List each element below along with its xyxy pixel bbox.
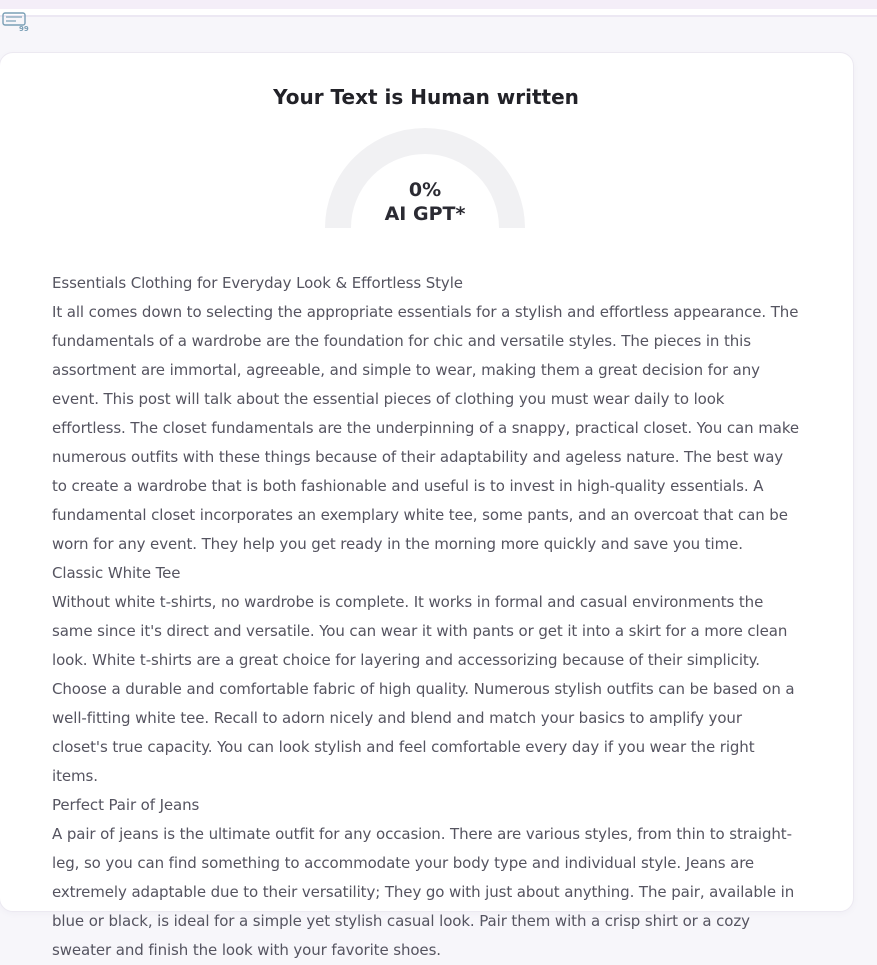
ai-gpt-label: AI GPT*: [384, 203, 466, 225]
result-title: Your Text is Human written: [273, 85, 579, 109]
top-bar-highlight: [0, 0, 877, 9]
top-bar: [0, 0, 877, 17]
ai-percentage: 0%: [408, 179, 442, 201]
analyzed-text: [52, 269, 800, 965]
section-heading: Classic White Tee: [52, 564, 181, 582]
quote-document-icon[interactable]: [2, 12, 30, 32]
section-body: Without white t-shirts, no wardrobe is complete. It works in formal and casual environments the same since it's direct and versatile. You can wear it with pants or get it into a skirt for a more clean look. White t-shirts are a great choice for layering and accessorizing because of their simplicity. Choose a durable and comfortable fabric of high quality. Numerous stylish outfits can be based on a well-fitting white tee. Recall to adorn nicely and blend and match your basics to amplify your closet's true capacity. You can look stylish and feel comfortable every day if you wear the right items.: [52, 593, 795, 785]
svg-text:99: 99: [19, 25, 29, 32]
section-heading: Perfect Pair of Jeans: [52, 796, 200, 814]
article-heading: Essentials Clothing for Everyday Look & Effortless Style: [52, 274, 463, 292]
article-intro: It all comes down to selecting the appropriate essentials for a stylish and effortless appearance. The fundamentals of a wardrobe are the foundation for chic and versatile styles. The pieces in this assortment are immortal, agreeable, and simple to wear, making them a great decision for any event. This post will talk about the essential pieces of clothing you must wear daily to look effortless. The closet fundamentals are the underpinning of a snappy, practical closet. You can make numerous outfits with these things because of their adaptability and ageless nature. The best way to create a wardrobe that is both fashionable and useful is to invest in high-quality essentials. A fundamental closet incorporates an exemplary white tee, some pants, and an overcoat that can be worn for any event. They help you get ready in the morning more quickly and save you time.: [52, 303, 799, 553]
section-body: A pair of jeans is the ultimate outfit for any occasion. There are various styles, from thin to straight-leg, so you can find something to accommodate your body type and individual style. Jeans are extremely adaptable due to their versatility; They go with just about anything. The pair, available in blue or black, is ideal for a simple yet stylish casual look. Pair them with a crisp shirt or a cozy sweater and finish the look with your favorite shoes.: [52, 825, 795, 959]
